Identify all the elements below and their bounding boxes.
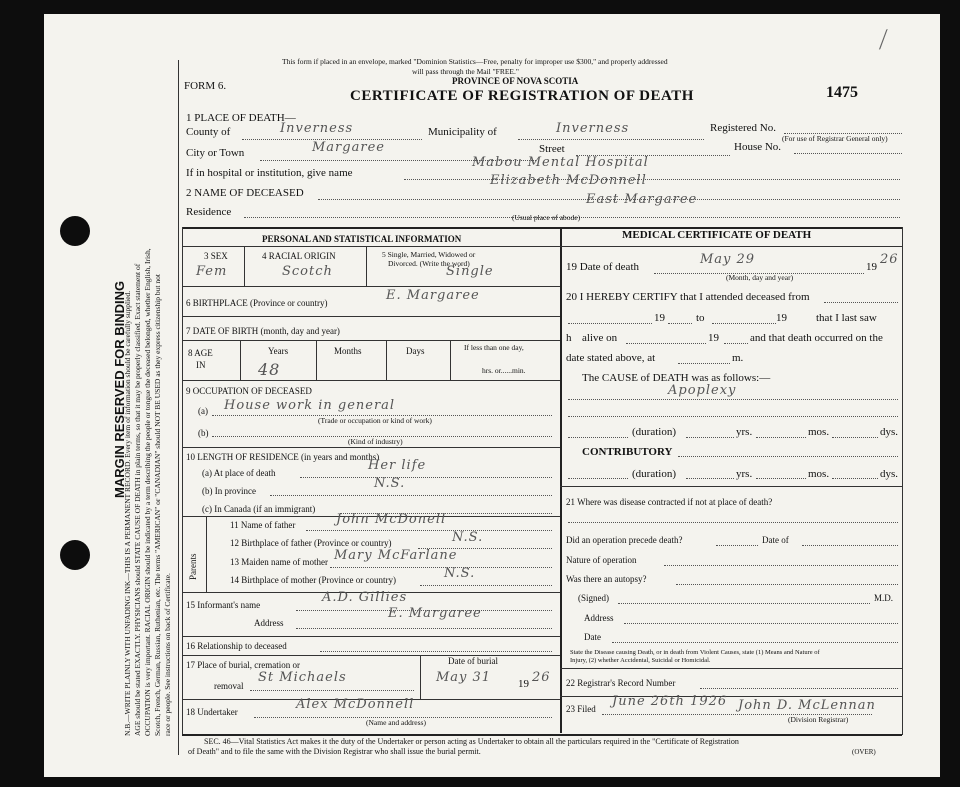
violent-note: State the Disease causing Death, or in death from Violent Causes, state (1) Means and Nature of xyxy=(570,649,820,656)
registrar-value: John D. McLennan xyxy=(738,698,876,713)
certify-h: h xyxy=(566,332,572,344)
duration-dots xyxy=(756,478,806,479)
informant-address-line xyxy=(296,628,552,629)
footer-note: of Death" and to file the same with the Division Registrar who shall issue the burial permit. xyxy=(188,747,481,756)
less-than-day-label: If less than one day, xyxy=(464,343,524,352)
contracted-line xyxy=(568,522,898,523)
certificate-number: 1475 xyxy=(826,84,858,101)
informant-address-label: Address xyxy=(254,618,284,628)
father-line xyxy=(306,530,552,531)
undertaker-value: Alex McDonnell xyxy=(296,697,415,712)
registrar-note: (Division Registrar) xyxy=(788,715,849,724)
res-b-value: N.S. xyxy=(374,476,406,491)
signed-label: (Signed) xyxy=(578,593,609,603)
instruction-line: OCCUPATION is very important. RACIAL ORIGIN should be indicated by a term describing the people or tongue the deceased belonged, whether English, Irish, xyxy=(143,248,152,736)
filed-value: June 26th 1926 xyxy=(612,694,728,709)
autopsy-line xyxy=(676,584,898,585)
margin-label: MARGIN RESERVED FOR BINDING xyxy=(112,280,127,498)
residence-length-label: 10 LENGTH OF RESIDENCE (in years and months) xyxy=(186,452,380,462)
duration-label: (duration) xyxy=(632,468,676,480)
certify-to: to xyxy=(696,312,705,324)
res-c-label: (c) In Canada (if an immigrant) xyxy=(202,504,316,514)
occupation-a: (a) xyxy=(198,406,208,416)
deceased-label: 2 NAME OF DECEASED xyxy=(186,187,304,199)
yrs-label: yrs. xyxy=(736,468,753,480)
medical-address-label: Address xyxy=(584,613,614,623)
cause-label: The CAUSE of DEATH was as follows:— xyxy=(582,372,771,384)
operation-dots xyxy=(802,545,898,546)
informant-address-value: E. Margaree xyxy=(388,606,482,621)
certify-19c: 19 xyxy=(708,332,719,344)
occupation-label: 9 OCCUPATION OF DECEASED xyxy=(186,386,312,396)
cause-value: Apoplexy xyxy=(668,383,737,398)
certify-dots xyxy=(824,302,898,303)
certify-dots xyxy=(626,343,706,344)
signed-line xyxy=(618,603,870,604)
mother-label: 13 Maiden name of mother xyxy=(230,557,328,567)
mos-label: mos. xyxy=(808,468,830,480)
father-bp-label: 12 Birthplace of father (Province or country) xyxy=(230,538,392,548)
dob-label: 7 DATE OF BIRTH (month, day and year) xyxy=(186,326,340,336)
nature-label: Nature of operation xyxy=(566,555,637,565)
date-of-death-label: 19 Date of death xyxy=(566,261,639,273)
dys-label: dys. xyxy=(880,426,899,438)
father-value: John McDonell xyxy=(336,512,447,527)
rule xyxy=(244,246,245,286)
parents-label: Parents xyxy=(188,553,198,580)
mos-label: mos. xyxy=(808,426,830,438)
years-label: Years xyxy=(268,346,289,356)
date-of-death-note: (Month, day and year) xyxy=(726,273,794,282)
cause-line xyxy=(568,416,898,417)
certify-date-stated: date stated above, at xyxy=(566,352,656,364)
mail-notice: This form if placed in an envelope, marked "Dominion Statistics—Free, penalty for improper use $300," and properly addressed xyxy=(282,57,668,66)
yrs-label: yrs. xyxy=(736,426,753,438)
industry-note: (Kind of industry) xyxy=(348,437,403,446)
rule xyxy=(560,486,902,487)
certify-last-saw: that I last saw xyxy=(816,312,877,324)
duration-dots xyxy=(832,478,878,479)
certify-m: m. xyxy=(732,352,744,364)
dys-label: dys. xyxy=(880,468,899,480)
occupation-b: (b) xyxy=(198,428,209,438)
violent-note: Injury, (2) whether Accidental, Suicidal or Homicidal. xyxy=(570,657,711,664)
certify-dots xyxy=(678,363,730,364)
md-label: M.D. xyxy=(874,593,894,603)
age-label: IN xyxy=(196,360,206,370)
operation-dots xyxy=(716,545,758,546)
rule xyxy=(560,246,902,247)
marital-label: Divorced. (Write the word) xyxy=(388,259,470,268)
relationship-line xyxy=(320,651,552,652)
duration-dots xyxy=(832,437,878,438)
birthplace-value: E. Margaree xyxy=(386,288,480,303)
undertaker-note: (Name and address) xyxy=(366,718,426,727)
footer-note: SEC. 46—Vital Statistics Act makes it the duty of the Undertaker or person acting as Undertaker to obtain all the particulars required in the "Certificate of Registration xyxy=(204,737,739,746)
autopsy-label: Was there an autopsy? xyxy=(566,574,647,584)
cause-line xyxy=(568,437,628,438)
rule xyxy=(182,340,560,341)
certify-19a: 19 xyxy=(654,312,665,324)
residence-value: East Margaree xyxy=(586,192,698,207)
rule xyxy=(182,316,560,317)
burial-label: 17 Place of burial, cremation or xyxy=(186,660,300,670)
res-a-line xyxy=(300,477,552,478)
father-label: 11 Name of father xyxy=(230,520,296,530)
racial-value: Scotch xyxy=(282,264,333,279)
contributory-label: CONTRIBUTORY xyxy=(582,446,673,458)
rule xyxy=(316,340,317,380)
burial-year-value: 26 xyxy=(532,670,551,685)
certify-line-1: 20 I HEREBY CERTIFY that I attended deceased from xyxy=(566,291,810,303)
months-label: Months xyxy=(334,346,362,356)
death-year-prefix: 19 xyxy=(866,261,877,273)
rule xyxy=(182,246,560,247)
registrar-record-line xyxy=(700,688,898,689)
mother-bp-line xyxy=(420,585,552,586)
rule xyxy=(450,340,451,380)
rule xyxy=(386,340,387,380)
marital-value: Single xyxy=(446,264,494,279)
relationship-label: 16 Relationship to deceased xyxy=(186,641,287,651)
res-b-label: (b) In province xyxy=(202,486,256,496)
street-label: Street xyxy=(539,143,565,155)
burial-value: St Michaels xyxy=(258,670,347,685)
days-label: Days xyxy=(406,346,425,356)
registered-label: Registered No. xyxy=(710,122,776,134)
mother-line xyxy=(330,567,552,568)
instruction-line: AGE should be stated EXACTLY. PHYSICIANS should STATE CAUSE OF DEATH in plain terms, so that it may be properly classified. Exact statement of xyxy=(133,263,142,736)
personal-heading: PERSONAL AND STATISTICAL INFORMATION xyxy=(262,234,462,244)
deceased-name-value: Elizabeth McDonnell xyxy=(490,173,647,188)
certify-death-occurred: and that death occurred on the xyxy=(750,332,883,344)
contracted-label: 21 Where was disease contracted if not at place of death? xyxy=(566,497,773,507)
certify-19b: 19 xyxy=(776,312,787,324)
registered-note: (For use of Registrar General only) xyxy=(782,134,888,143)
cause-line xyxy=(568,399,898,400)
racial-label: 4 RACIAL ORIGIN xyxy=(262,251,336,261)
instruction-line: Scotch, French, German, Russian, Ruthenian, etc. The terms "AMERICAN" or "CANADIAN" should NOT BE USED as they express citizenship but not xyxy=(153,274,162,736)
occupation-value: House work in general xyxy=(224,398,396,413)
mother-value: Mary McFarlane xyxy=(334,548,458,563)
city-label: City or Town xyxy=(186,147,245,159)
certify-alive-on: alive on xyxy=(582,332,618,344)
hospital-label: If in hospital or institution, give name xyxy=(186,167,353,179)
duration-dots xyxy=(686,478,734,479)
death-year-value: 26 xyxy=(880,252,899,267)
res-a-label: (a) At place of death xyxy=(202,468,276,478)
birthplace-label: 6 BIRTHPLACE (Province or country) xyxy=(186,298,328,308)
hospital-value: Mabou Mental Hospital xyxy=(472,155,649,170)
county-label: County of xyxy=(186,126,231,138)
registrar-record-label: 22 Registrar's Record Number xyxy=(566,678,676,688)
place-of-death-heading: 1 PLACE OF DEATH— xyxy=(186,112,296,124)
certificate-title: CERTIFICATE OF REGISTRATION OF DEATH xyxy=(350,88,694,104)
binding-hole xyxy=(60,216,90,246)
occupation-note: (Trade or occupation or kind of work) xyxy=(318,416,432,425)
pencil-mark: ⟋ xyxy=(872,25,897,56)
form-number: FORM 6. xyxy=(184,80,227,92)
rule xyxy=(206,516,207,592)
rule xyxy=(182,655,560,656)
rule xyxy=(182,447,560,448)
certify-dots xyxy=(568,323,652,324)
mother-bp-value: N.S. xyxy=(444,566,476,581)
table-middle-rule xyxy=(560,227,562,733)
res-a-value: Her life xyxy=(368,458,427,473)
table-left-rule xyxy=(182,227,183,735)
certify-dots xyxy=(712,323,776,324)
filed-label: 23 Filed xyxy=(566,704,596,714)
certify-dots xyxy=(724,343,748,344)
age-value: 48 xyxy=(258,360,281,379)
hrs-min-label: hrs. or......min. xyxy=(482,366,526,375)
informant-value: A.D. Gillies xyxy=(322,590,408,605)
nature-line xyxy=(664,565,898,566)
rule xyxy=(366,246,367,286)
medical-date-line xyxy=(612,642,898,643)
undertaker-label: 18 Undertaker xyxy=(186,707,238,717)
mail-notice: will pass through the Mail "FREE." xyxy=(412,67,519,76)
rule xyxy=(182,286,560,287)
operation-label: Did an operation precede death? xyxy=(566,535,683,545)
house-label: House No. xyxy=(734,141,782,153)
duration-label: (duration) xyxy=(632,426,676,438)
medical-date-label: Date xyxy=(584,632,601,642)
municipality-line xyxy=(518,139,704,140)
table-bottom-rule xyxy=(182,734,902,736)
contributory-line xyxy=(678,456,898,457)
certify-dots xyxy=(668,323,692,324)
municipality-label: Municipality of xyxy=(428,126,497,138)
binding-hole xyxy=(60,540,90,570)
binding-margin-rule xyxy=(178,60,179,755)
residence-label: Residence xyxy=(186,206,232,218)
contributory-line xyxy=(568,478,628,479)
operation-date-label: Date of xyxy=(762,535,789,545)
burial-label: removal xyxy=(214,681,244,691)
hospital-line xyxy=(404,179,900,180)
burial-date-label: Date of burial xyxy=(448,656,498,666)
age-label: 8 AGE xyxy=(188,348,213,358)
father-bp-value: N.S. xyxy=(452,530,484,545)
medical-address-line xyxy=(624,623,898,624)
informant-label: 15 Informant's name xyxy=(186,600,261,610)
municipality-value: Inverness xyxy=(556,121,630,136)
burial-date-value: May 31 xyxy=(436,670,492,685)
province-name: PROVINCE OF NOVA SCOTIA xyxy=(452,76,579,86)
instruction-line: race or people. See instructions on back of Certificate. xyxy=(163,573,172,736)
county-value: Inverness xyxy=(280,121,354,136)
sex-value: Fem xyxy=(196,264,228,279)
duration-dots xyxy=(686,437,734,438)
instruction-line: N.B.—WRITE PLAINLY WITH UNFADING INK—THIS IS A PERMANENT RECORD. Every item of information should be carefully supplied. xyxy=(123,290,132,736)
rule xyxy=(420,655,421,699)
rule xyxy=(182,636,560,637)
sex-label: 3 SEX xyxy=(204,251,228,261)
burial-line xyxy=(250,690,414,691)
rule xyxy=(560,668,902,669)
medical-heading: MEDICAL CERTIFICATE OF DEATH xyxy=(622,229,812,241)
marital-label: 5 Single, Married, Widowed or xyxy=(382,250,476,259)
rule xyxy=(182,380,560,381)
date-of-death-value: May 29 xyxy=(700,252,756,267)
house-line xyxy=(794,153,902,154)
over-label: (OVER) xyxy=(852,748,876,756)
residence-note: (Usual place of abode) xyxy=(512,213,581,222)
mother-bp-label: 14 Birthplace of mother (Province or country) xyxy=(230,575,396,585)
table-right-rule xyxy=(902,227,903,735)
burial-year-prefix: 19 xyxy=(518,678,529,690)
duration-dots xyxy=(756,437,806,438)
res-b-line xyxy=(270,495,552,496)
rule xyxy=(240,340,241,380)
city-value: Margaree xyxy=(312,140,385,155)
